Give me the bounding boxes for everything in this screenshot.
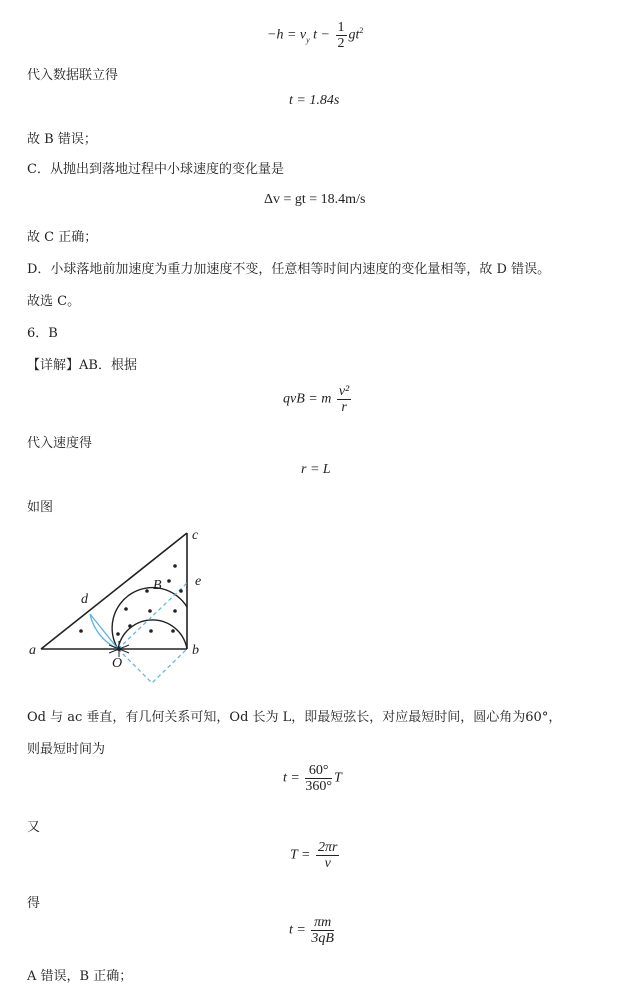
paragraph-14: 得 [27, 896, 41, 911]
label-c: c [192, 528, 199, 543]
eq1-lhs: −h = v [267, 27, 307, 43]
label-e: e [195, 574, 202, 589]
equation-min-time [283, 763, 342, 794]
eq7-fraction [316, 840, 339, 871]
equation-delta-v: Δv = gt = 18.4m/s [264, 192, 366, 207]
equation-time: t = 1.84s [289, 93, 340, 108]
label-a: a [29, 643, 36, 658]
eq8-fraction [311, 915, 334, 946]
paragraph-10: 如图 [27, 500, 54, 515]
eq7-den: v [324, 856, 331, 871]
equation-height [267, 20, 363, 51]
equation-radius: r = L [301, 462, 331, 477]
eq1-t: t − [313, 27, 331, 43]
paragraph-13: 又 [27, 820, 41, 835]
paragraph-3: C．从抛出到落地过程中小球速度的变化量是 [27, 162, 284, 177]
paragraph-9: 代入速度得 [27, 436, 93, 451]
eq4-fraction [337, 384, 351, 415]
eq6-fraction [305, 763, 332, 794]
paragraph-6: 故选 C。 [27, 294, 81, 309]
eq6-den: 360° [305, 779, 332, 794]
label-B: B [153, 578, 162, 593]
paragraph-8: 【详解】AB．根据 [27, 358, 137, 373]
eq1-sub: y [306, 35, 310, 45]
eq6-rhs: T [333, 770, 342, 786]
equation-result [289, 915, 336, 946]
eq8-den: 3qB [311, 931, 334, 946]
label-b: b [192, 643, 199, 658]
equation-lorentz [283, 384, 353, 415]
eq1-den: 2 [337, 36, 345, 51]
eq4-num: v² [338, 384, 350, 399]
eq7-lhs: T = [290, 847, 311, 863]
eq4-den: r [341, 400, 347, 415]
paragraph-11: Od 与 ac 垂直，有几何关系可知，Od 长为 L，即最短弦长，对应最短时间，圆心角为60°， [27, 710, 562, 725]
eq4-lhs: qvB = m [283, 391, 332, 407]
eq1-num: 1 [337, 20, 345, 35]
eq7-num: 2πr [317, 840, 338, 855]
eq6-lhs: t = [283, 770, 300, 786]
eq1-exp: 2 [359, 26, 364, 36]
label-d: d [81, 592, 88, 607]
eq8-num: πm [311, 915, 334, 931]
paragraph-12: 则最短时间为 [27, 742, 106, 757]
equation-period [290, 840, 341, 871]
eq1-fraction [336, 20, 347, 51]
eq8-lhs: t = [289, 922, 306, 938]
paragraph-5: D．小球落地前加速度为重力加速度不变，任意相等时间内速度的变化量相等，故 D 错误。 [27, 262, 551, 277]
paragraph-1: 代入数据联立得 [27, 68, 119, 83]
eq6-num: 60° [305, 763, 332, 779]
geometry-figure [25, 525, 215, 687]
eq1-g: gt [348, 27, 360, 43]
paragraph-4: 故 C 正确； [27, 230, 98, 245]
paragraph-15: A 错误，B 正确； [27, 969, 133, 984]
paragraph-2: 故 B 错误； [27, 132, 97, 147]
paragraph-7: 6．B [27, 326, 58, 341]
label-O: O [112, 656, 123, 671]
